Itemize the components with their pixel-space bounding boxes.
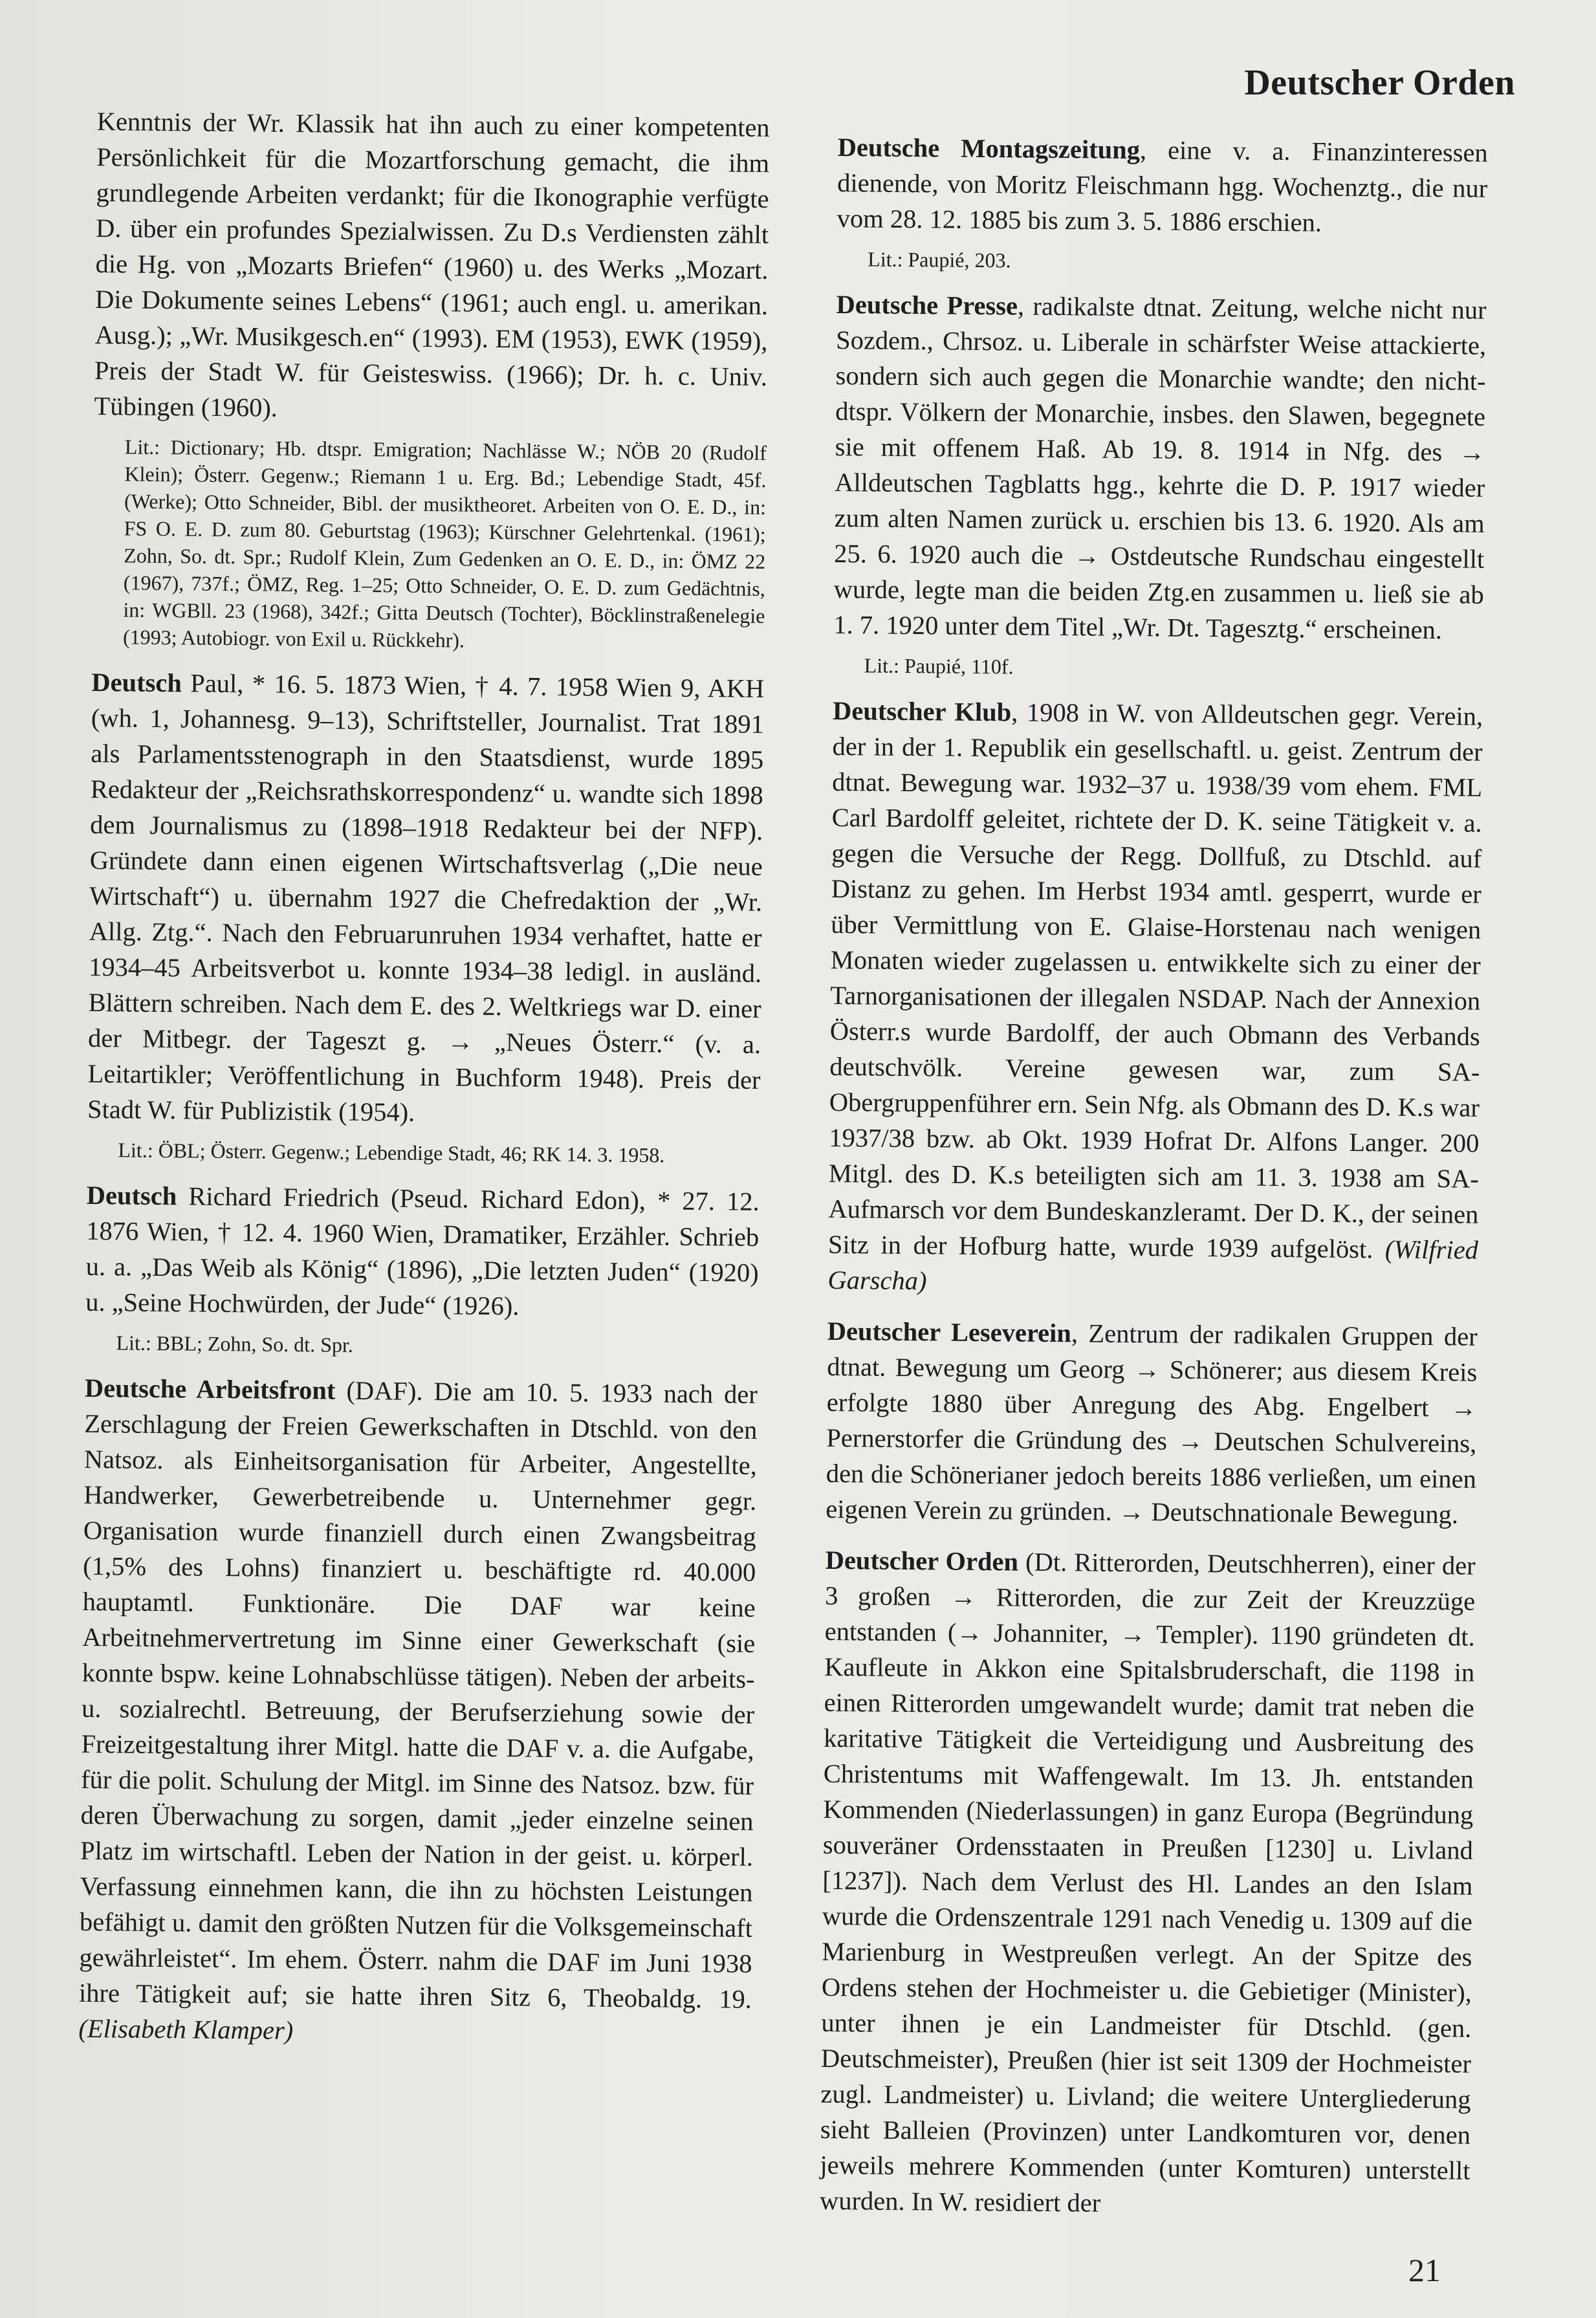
entry-deutsch-paul (87, 664, 764, 1170)
page-number: 21 (1408, 2252, 1441, 2288)
entry-body: Richard Friedrich (Pseud. Richard Edon), * 27. 12. 1876 Wien, † 12. 4. 1960 Wien, Dramatiker, Erzähler. Schrieb u. a. „Das Weib als König“ (1896), „Die letzten Juden“ (1920) u. „Seine Hochwürden, der Jude“ (1926). (85, 1181, 760, 1321)
entry-body: , Zentrum der radikalen Gruppen der dtnat. Bewegung um Georg → Schönerer; aus diesem Kreis erfolgte 1880 über Anregung des Abg. Engelbert → Pernerstorfer die Gründung des → Deutschen Schulvereins, den die Schönerianer jedoch bereits 1886 verließen, um einen eigenen Verein zu gründen. → Deutschnationale Bewegung. (825, 1318, 1478, 1529)
entry-body: (Dt. Ritterorden, Deutschherren), einer der 3 großen → Ritterorden, die zur Zeit der Kreuzzüge entstanden (→ Johanniter, → Templer). 1190 gründeten dt. Kaufleute in Akkon eine Spitalsbruderschaft, die 1198 in einen Ritterorden umgewandelt wurde; damit trat neben die karitative Tätigkeit die Verteidigung und Ausbreitung des Christentums mit Waffengewalt. Im 13. Jh. entstanden Kommenden (Niederlassungen) in ganz Europa (Begründung souveräner Ordensstaaten in Preußen [1230] u. Livland [1237]). Nach dem Verlust des Hl. Landes an den Islam wurde die Ordenszentrale 1291 nach Venedig u. 1309 auf die Marienburg in Westpreußen verlegt. An der Spitze des Ordens stehen der Hochmeister u. die Gebietiger (Minister), unter ihnen je ein Landmeister für Dtschld. (gen. Deutschmeister), Preußen (hier ist seit 1309 der Hochmeister zugl. Landmeister) u. Livland; die weitere Untergliederung sieht Balleien (Provinzen) unter Landkomturen vor, denen jeweils mehrere Kommenden (unter Komturen) unterstellt wurden. In W. residiert der (819, 1547, 1476, 2218)
entry-text (827, 693, 1483, 1304)
entry-deutsche-montagszeitung (836, 129, 1488, 278)
entry-deutscher-orden (820, 1542, 1476, 2224)
entry-text (820, 1542, 1476, 2224)
entry-body: Paul, * 16. 5. 1873 Wien, † 4. 7. 1958 Wien 9, AKH (wh. 1, Johannesg. 9–13), Schriftsteller, Journalist. Trat 1891 als Parlamentsstenograph in den Staatsdienst, wurde 1895 Redakteur der „Reichsrathskorrespondenz“ u. wandte sich 1898 dem Journalismus zu (1898–1918 Redakteur bei der NFP). Gründete dann einen eigenen Wirtschaftsverlag („Die neue Wirtschaft“) u. übernahm 1927 die Chefredaktion der „Wr. Allg. Ztg.“. Nach den Februarunruhen 1934 verhaftet, hatte er 1934–45 Arbeitsverbot u. konnte 1934–38 ledigl. in ausländ. Blättern schreiben. Nach dem E. des 2. Weltkriegs war D. einer der Mitbegr. der Tageszt g. → „Neues Österr.“ (v. a. Leitartikler; Veröffentlichung in Buchform 1948). Preis der Stadt W. für Publizistik (1954). (87, 668, 765, 1127)
entry-text (837, 129, 1488, 242)
entry-headword: Deutscher Klub (832, 695, 1012, 727)
entry-body: (DAF). Die am 10. 5. 1933 nach der Zerschlagung der Freien Gewerkschaften in Dtschld. von den Natsoz. als Einheitsorganisation für Arbeiter, Angestellte, Handwerker, Gewerbetreibende u. Unternehmer gegr. Organisation wurde finanziell durch einen Zwangsbeitrag (1,5% des Lohns) finanziert u. beschäftigte rd. 40.000 hauptamtl. Funktionäre. Die DAF war keine Arbeitnehmervertretung im Sinne einer Gewerkschaft (sie konnte bspw. keine Lohnabschlüsse tätigen). Neben der arbeits- u. sozialrechtl. Betreuung, der Berufserziehung sowie der Freizeitgestaltung ihrer Mitgl. hatte die DAF v. a. die Aufgabe, für die polit. Schulung der Mitgl. im Sinne des Natsoz. bzw. für deren Überwachung zu sorgen, damit „jeder einzelne seinen Platz im wirtschaftl. Leben der Nation in der geist. u. körperl. Verfassung einnehmen kann, die ihn zu höchsten Leistungen befähigt u. damit den größten Nutzen für die Volksgemeinschaft gewährleistet“. Im ehem. Österr. nahm die DAF im Juni 1938 ihre Tätigkeit auf; sie hatte ihren Sitz 6, Theobaldg. 19. (78, 1375, 758, 2014)
entry-author: (Elisabeth Klamper) (78, 2013, 294, 2046)
entry-deutsche-arbeitsfront (78, 1370, 758, 2053)
entry-body: , eine v. a. Finanzinteressen dienende, von Moritz Fleischmann hgg. Wochenztg., die nur vom 28. 12. 1885 bis zum 3. 5. 1886 erschien. (836, 135, 1488, 237)
entry-text (87, 664, 765, 1133)
entry-text (85, 1177, 760, 1326)
literature-note: Lit.: Dictionary; Hb. dtspr. Emigration; Nachlässe W.; NÖB 20 (Rudolf Klein); Österr. Gegenw.; Riemann 1 u. Erg. Bd.; Lebendige Stadt, 45f. (Werke); Otto Schneider, Bibl. der musiktheoret. Arbeiten von O. E. D., in: FS O. E. D. zum 80. Geburtstag (1963); Kürschner Gelehrtenkal. (1961); Zohn, So. dt. Spr.; Rudolf Klein, Zum Gedenken an O. E. D., in: ÖMZ 22 (1967), 737f.; ÖMZ, Reg. 1–25; Otto Schneider, O. E. D. zum Gedächtnis, in: WGBll. 23 (1968), 342f.; Gitta Deutsch (Tochter), Böcklinstraßenelegie (1993; Autobiogr. von Exil u. Rückkehr). (122, 435, 767, 652)
entry-body: , radikalste dtnat. Zeitung, welche nicht nur Sozdem., Chrsoz. u. Liberale in schärfster Weise attackierte, sondern sich auch gegen die Monarchie wandte; den nicht-dtspr. Völkern der Monarchie, insbes. den Slawen, begegnete sie mit offenem Haß. Ab 19. 8. 1914 in Nfg. des → Alldeutschen Tagblatts hgg., kehrte die D. P. 1917 wieder zum alten Namen zurück u. erschien bis 13. 6. 1920. Als am 25. 6. 1920 auch die → Ostdeutsche Rundschau eingestellt wurde, legte man die beiden Ztg.en zusammen u. ließ sie ab 1. 7. 1920 unter dem Titel „Wr. Dt. Tagesztg.“ erscheinen. (833, 291, 1487, 645)
left-column (78, 104, 770, 2059)
entry-text: Kenntnis der Wr. Klassik hat ihn auch zu einer kompetenten Persönlichkeit für die Mozartforschung gemacht, die ihm grundlegende Arbeiten verdankt; für die Ikonographie verfügte D. über ein profundes Spezialwissen. Zu D.s Verdiensten zählt die Hg. von „Mozarts Briefen“ (1960) u. des Werks „Mozart. Die Dokumente seines Lebens“ (1961; auch engl. u. amerikan. Ausg.); „Wr. Musikgesch.en“ (1993). EM (1953), EWK (1959), Preis der Stadt W. für Geisteswiss. (1966); Dr. h. c. Univ. Tübingen (1960). (94, 106, 770, 422)
entry-headword: Deutsch (86, 1180, 177, 1211)
continuation-entry (92, 104, 770, 657)
entry-text (78, 1370, 758, 2053)
entry-headword: Deutsche Montagszeitung (837, 132, 1141, 165)
literature-note: Lit.: BBL; Zohn, So. dt. Spr. (116, 1331, 354, 1357)
entry-headword: Deutsch (91, 667, 182, 698)
right-column (820, 129, 1488, 2231)
running-head: Deutscher Orden (1244, 63, 1515, 103)
entry-headword: Deutsche Arbeitsfront (84, 1373, 336, 1405)
entry-headword: Deutscher Orden (825, 1545, 1019, 1577)
literature-note: Lit.: Paupié, 203. (868, 247, 1011, 272)
entry-deutscher-leseverein (825, 1313, 1478, 1533)
entry-text (833, 287, 1487, 648)
entry-author: (Wilfried Garscha) (827, 1234, 1479, 1296)
entry-headword: Deutscher Leseverein (827, 1316, 1072, 1348)
literature-note: Lit.: Paupié, 110f. (864, 653, 1014, 679)
literature-note: Lit.: ÖBL; Österr. Gegenw.; Lebendige Stadt, 46; RK 14. 3. 1958. (118, 1138, 665, 1167)
entry-deutsche-presse (833, 287, 1487, 684)
entry-body: , 1908 in W. von Alldeutschen gegr. Verein, der in der 1. Republik ein gesellschaftl. u. geist. Zentrum der dtnat. Bewegung war. 1932–37 u. 1938/39 vom ehem. FML Carl Bardolff geleitet, richtete der D. K. seine Tätigkeit v. a. gegen die Versuche der Regg. Dollfuß, zu Dtschld. auf Distanz zu gehen. Im Herbst 1934 amtl. gesperrt, wurde er über Vermittlung von E. Glaise-Horstenau nach wenigen Monaten wieder zugelassen u. entwikkelte sich zu einer der Tarnorganisationen der illegalen NSDAP. Nach der Annexion Österr.s wurde Bardolff, der auch Obmann des Verbands deutschvölk. Vereine gewesen war, zum SA-Obergruppenführer ern. Sein Nfg. als Obmann des D. K.s war 1937/38 bzw. ab Okt. 1939 Hofrat Dr. Alfons Langer. 200 Mitgl. des D. K.s beteiligten sich am 11. 3. 1938 am SA-Aufmarsch vor dem Bundeskanzleramt. Der D. K., der seinen Sitz in der Hofburg hatte, wurde 1939 aufgelöst. (827, 697, 1483, 1264)
entry-deutscher-klub (827, 693, 1483, 1304)
entry-headword: Deutsche Presse (836, 289, 1018, 321)
entry-text (825, 1313, 1478, 1533)
entry-deutsch-richard (85, 1177, 760, 1362)
